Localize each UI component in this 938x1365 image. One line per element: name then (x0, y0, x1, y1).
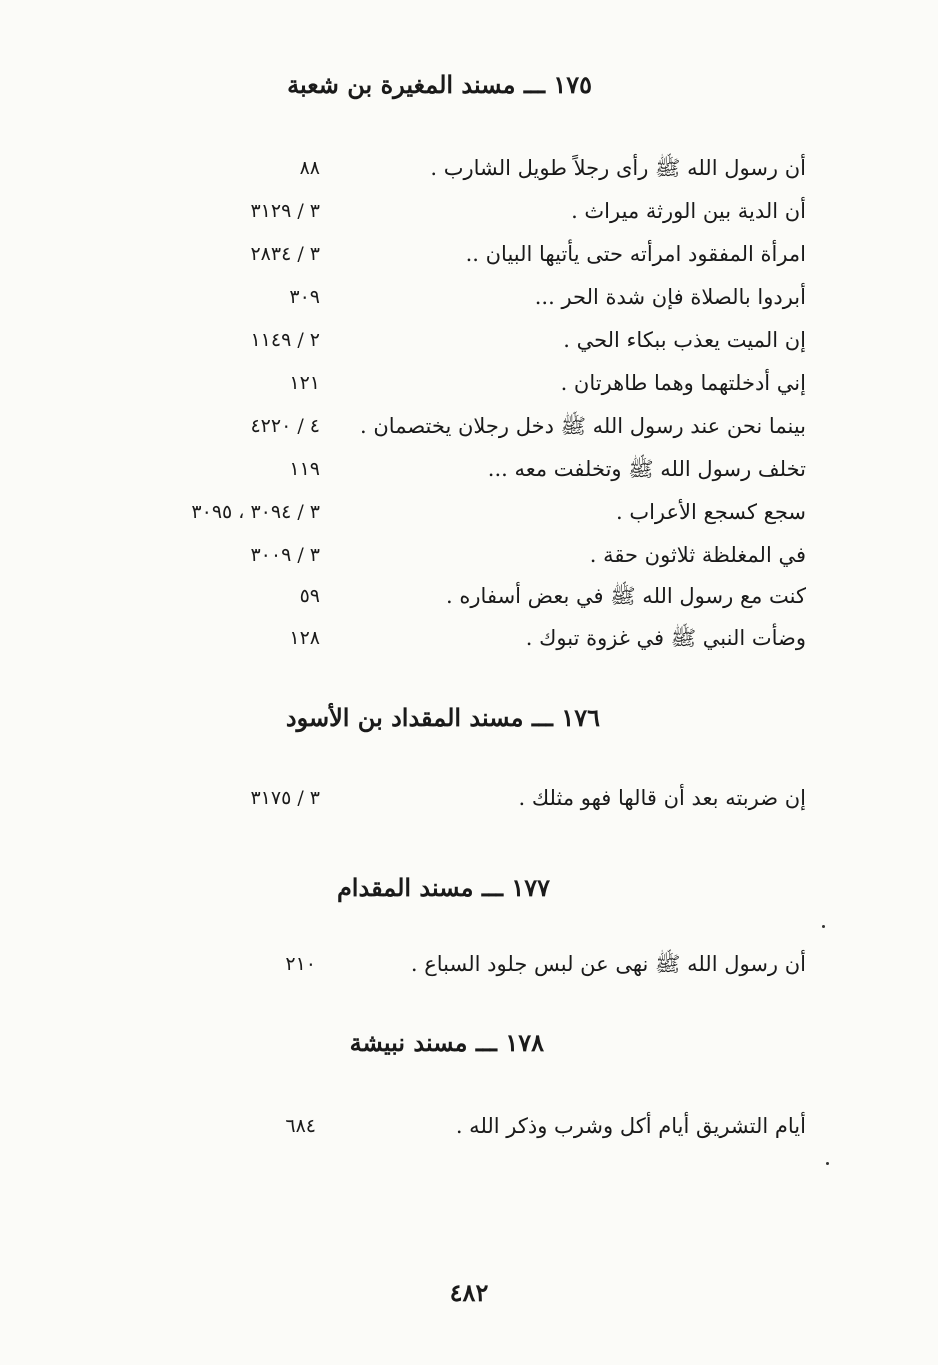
hadith-text: أيام التشريق أيام أكل وشرب وذكر الله . (455, 1114, 806, 1138)
hadith-text: إن الميت يعذب ببكاء الحي . (563, 328, 806, 352)
list-item (0, 281, 938, 317)
hadith-reference: ٥٩ (299, 585, 320, 607)
list-item (0, 782, 938, 818)
hadith-text: تخلف رسول الله ﷺ وتخلفت معه ... (487, 457, 806, 481)
hadith-text: إن ضربته بعد أن قالها فهو مثلك . (518, 786, 806, 810)
hadith-reference: ٣٠٩ (289, 286, 320, 308)
section-heading-176: ١٧٦ ـــ مسند المقداد بن الأسود (285, 703, 600, 732)
list-item (0, 238, 938, 274)
hadith-reference: ١٢٨ (289, 627, 320, 649)
list-item (0, 410, 938, 446)
section-heading-178: ١٧٨ ـــ مسند نبيشة (349, 1028, 544, 1057)
hadith-reference: ١١٩ (289, 458, 320, 480)
hadith-reference: ٦٨٤ (285, 1115, 316, 1137)
list-item (0, 622, 938, 658)
hadith-text: أبردوا بالصلاة فإن شدة الحر ... (534, 285, 806, 309)
page-number: ٤٨٢ (449, 1278, 489, 1307)
section-heading-177: ١٧٧ ـــ مسند المقدام (336, 873, 550, 902)
hadith-reference: ٣ / ٣٠٠٩ (250, 544, 320, 566)
hadith-text: في المغلظة ثلاثون حقة . (589, 543, 806, 567)
hadith-text: بينما نحن عند رسول الله ﷺ دخل رجلان يختصمان . (360, 414, 806, 438)
hadith-text: سجع كسجع الأعراب . (615, 500, 806, 524)
hadith-reference: ٣ / ٢٨٣٤ (250, 243, 320, 265)
list-item (0, 195, 938, 231)
hadith-text: أن الدية بين الورثة ميراث . (571, 199, 806, 223)
list-item (0, 453, 938, 489)
hadith-text: كنت مع رسول الله ﷺ في بعض أسفاره . (446, 584, 806, 608)
list-item (0, 539, 938, 575)
list-item (0, 496, 938, 532)
hadith-reference: ٣ / ٣١٧٥ (250, 787, 320, 809)
hadith-text: إني أدخلتهما وهما طاهرتان . (560, 371, 806, 395)
section-heading-175: ١٧٥ ـــ مسند المغيرة بن شعبة (287, 70, 592, 99)
hadith-text: امرأة المفقود امرأته حتى يأتيها البيان .. (465, 242, 806, 266)
hadith-reference: ٢١٠ (285, 953, 316, 975)
page-speck (826, 1162, 829, 1165)
hadith-text: وضأت النبي ﷺ في غزوة تبوك . (525, 626, 806, 650)
hadith-reference: ٤ / ٤٢٢٠ (250, 415, 320, 437)
hadith-reference: ١٢١ (289, 372, 320, 394)
hadith-text: أن رسول الله ﷺ نهى عن لبس جلود السباع . (410, 952, 806, 976)
list-item (0, 948, 938, 984)
list-item (0, 1110, 938, 1146)
list-item (0, 367, 938, 403)
list-item (0, 580, 938, 616)
hadith-reference: ٢ / ١١٤٩ (250, 329, 320, 351)
hadith-reference: ٨٨ (299, 157, 320, 179)
page-speck (822, 925, 825, 928)
hadith-reference: ٣ / ٣٠٩٤ ، ٣٠٩٥ (191, 501, 320, 523)
list-item (0, 324, 938, 360)
hadith-reference: ٣ / ٣١٢٩ (250, 200, 320, 222)
hadith-text: أن رسول الله ﷺ رأى رجلاً طويل الشارب . (430, 156, 806, 180)
list-item (0, 152, 938, 188)
